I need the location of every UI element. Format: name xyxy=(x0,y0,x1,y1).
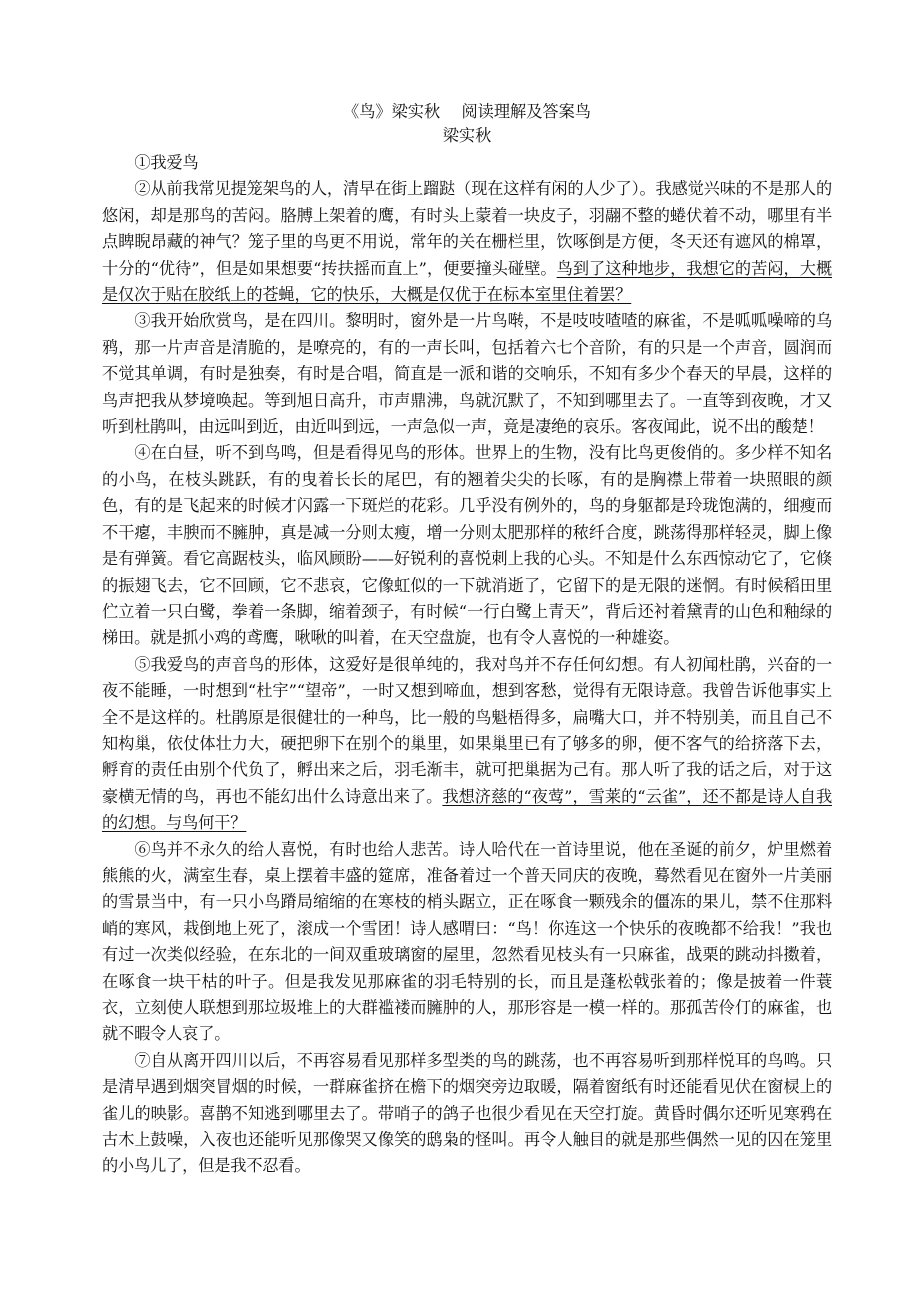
paragraph-1-text: ①我爱鸟 xyxy=(134,153,199,172)
paragraph-6 xyxy=(102,837,832,1048)
paragraph-7-text: ⑦自从离开四川以后，不再容易看见那样多型类的鸟的跳荡，也不再容易听到那样悦耳的鸟鸣。只是清早遇到烟突冒烟的时候，一群麻雀挤在檐下的烟突旁边取暖，隔着窗纸有时还能看见伏在窗棂上的雀儿的映影。喜鹊不知逃到哪里去了。带哨子的鸽子也很少看见在天空打旋。黄昏时偶尔还听见寒鸦在古木上鼓噪，入夜也还能听见那像哭又像笑的鸱枭的怪叫。再令人触目的就是那些偶然一见的囚在笼里的小鸟儿了，但是我不忍看。 xyxy=(102,1050,832,1176)
paragraph-5 xyxy=(102,652,832,837)
document-page xyxy=(102,100,832,1180)
paragraph-4 xyxy=(102,440,832,651)
paragraph-3-text: ③我开始欣赏鸟，是在四川。黎明时，窗外是一片鸟啭，不是吱吱喳喳的麻雀，不是呱呱噪啼的乌鸦，那一片声音是清脆的，是嘹亮的，有的一声长叫，包括着六七个音阶，有的只是一个声音，圆润而不觉其单调，有时是独奏，有时是合唱，简直是一派和谐的交响乐，不知有多少个春天的早晨，这样的鸟声把我从梦境唤起。等到旭日高升，市声鼎沸，鸟就沉默了，不知到哪里去了。一直等到夜晚，才又听到杜鹃叫，由远叫到近，由近叫到远，一声急似一声，竟是凄绝的哀乐。客夜闻此，说不出的酸楚！ xyxy=(102,311,832,437)
paragraph-2-underlined-sentence: 鸟到了这种地步，我想它的苦闷，大概是仅次于贴在胶纸上的苍蝇，它的快乐，大概是仅优于在标本室里住着罢？ xyxy=(102,258,833,305)
paragraph-4-text: ④在白昼，听不到鸟鸣，但是看得见鸟的形体。世界上的生物，没有比鸟更俊俏的。多少样不知名的小鸟，在枝头跳跃，有的曳着长长的尾巴，有的翘着尖尖的长啄，有的是胸襟上带着一块照眼的颜色，有的是飞起来的时候才闪露一下斑烂的花彩。几乎没有例外的，鸟的身躯都是玲珑饱满的，细瘦而不干瘪，丰腴而不臃肿，真是减一分则太瘦，增一分则太肥那样的秾纤合度，跳荡得那样轻灵，脚上像是有弹簧。看它高踞枝头，临风顾盼——好锐利的喜悦刺上我的心头。不知是什么东西惊动它了，它倏的振翅飞去，它不回顾，它不悲哀，它像虹似的一下就消逝了，它留下的是无限的迷惘。有时候稻田里伫立着一只白鹭，拳着一条脚，缩着颈子，有时候“一行白鹭上青天”，背后还衬着黛青的山色和釉绿的梯田。就是抓小鸡的鸢鹰，啾啾的叫着，在天空盘旋，也有令人喜悦的一种雄姿。 xyxy=(102,443,832,648)
paragraph-6-text: ⑥鸟并不永久的给人喜悦，有时也给人悲苦。诗人哈代在一首诗里说，他在圣诞的前夕，炉里燃着熊熊的火，满室生春，桌上摆着丰盛的筵席，准备着过一个普天同庆的夜晚，蓦然看见在窗外一片美丽的雪景当中，有一只小鸟蹐局缩缩的在寒枝的梢头踞立，正在啄食一颗残余的僵冻的果儿，禁不住那料峭的寒风，栽倒地上死了，滚成一个雪团！诗人感喟曰：“鸟！你连这一个快乐的夜晚都不给我！”我也有过一次类似经验，在东北的一间双重玻璃窗的屋里，忽然看见枝头有一只麻雀，战栗的跳动抖擞着，在啄食一块干枯的叶子。但是我发见那麻雀的羽毛特别的长，而且是蓬松戟张着的；像是披着一件蓑衣，立刻使人联想到那垃圾堆上的大群褴褛而臃肿的人，那形容是一模一样的。那孤苦伶仃的麻雀，也就不暇令人哀了。 xyxy=(102,839,832,1044)
paragraph-1 xyxy=(102,150,832,176)
paragraph-2-text: ②从前我常见提笼架鸟的人，清早在街上蹓跶（现在这样有闲的人少了）。我感觉兴味的不是那人的悠闲，却是那鸟的苦闷。胳膊上架着的鹰，有时头上蒙着一块皮子，羽翮不整的蜷伏着不动，哪里有半点睥睨昂藏的神气？笼子里的鸟更不用说，常年的关在栅栏里，饮啄倒是方便，冬天还有遮风的棉罩，十分的“优待”，但是如果想要“抟扶摇而直上”，便要撞头碰壁。 xyxy=(102,179,832,278)
article-author: 梁实秋 xyxy=(442,126,492,145)
paragraph-5-text: ⑤我爱鸟的声音鸟的形体，这爱好是很单纯的，我对鸟并不存任何幻想。有人初闻杜鹃，兴奋的一夜不能睡，一时想到“杜宇”“望帝”，一时又想到啼血，想到客愁，觉得有无限诗意。我曾告诉他事实上全不是这样的。杜鹃原是很健壮的一种鸟，比一般的鸟魁梧得多，扁嘴大口，并不特别美，而且自己不知构巢，依仗体壮力大，硬把卵下在别个的巢里，如果巢里已有了够多的卵，便不客气的给挤落下去，孵育的责任由别个代负了，孵出来之后，羽毛渐丰，就可把巢据为己有。那人听了我的话之后，对于这豪横无情的鸟，再也不能幻出什么诗意出来了。 xyxy=(102,654,832,806)
paragraph-3 xyxy=(102,308,832,440)
article-title: 《鸟》梁实秋 阅读理解及答案鸟 xyxy=(343,102,591,121)
paragraph-5-underlined-sentence: 我想济慈的“夜莺”，雪莱的“云雀”，还不都是诗人自我的幻想。与鸟何干？ xyxy=(102,786,832,833)
paragraph-2 xyxy=(102,176,832,308)
paragraph-7 xyxy=(102,1048,832,1180)
